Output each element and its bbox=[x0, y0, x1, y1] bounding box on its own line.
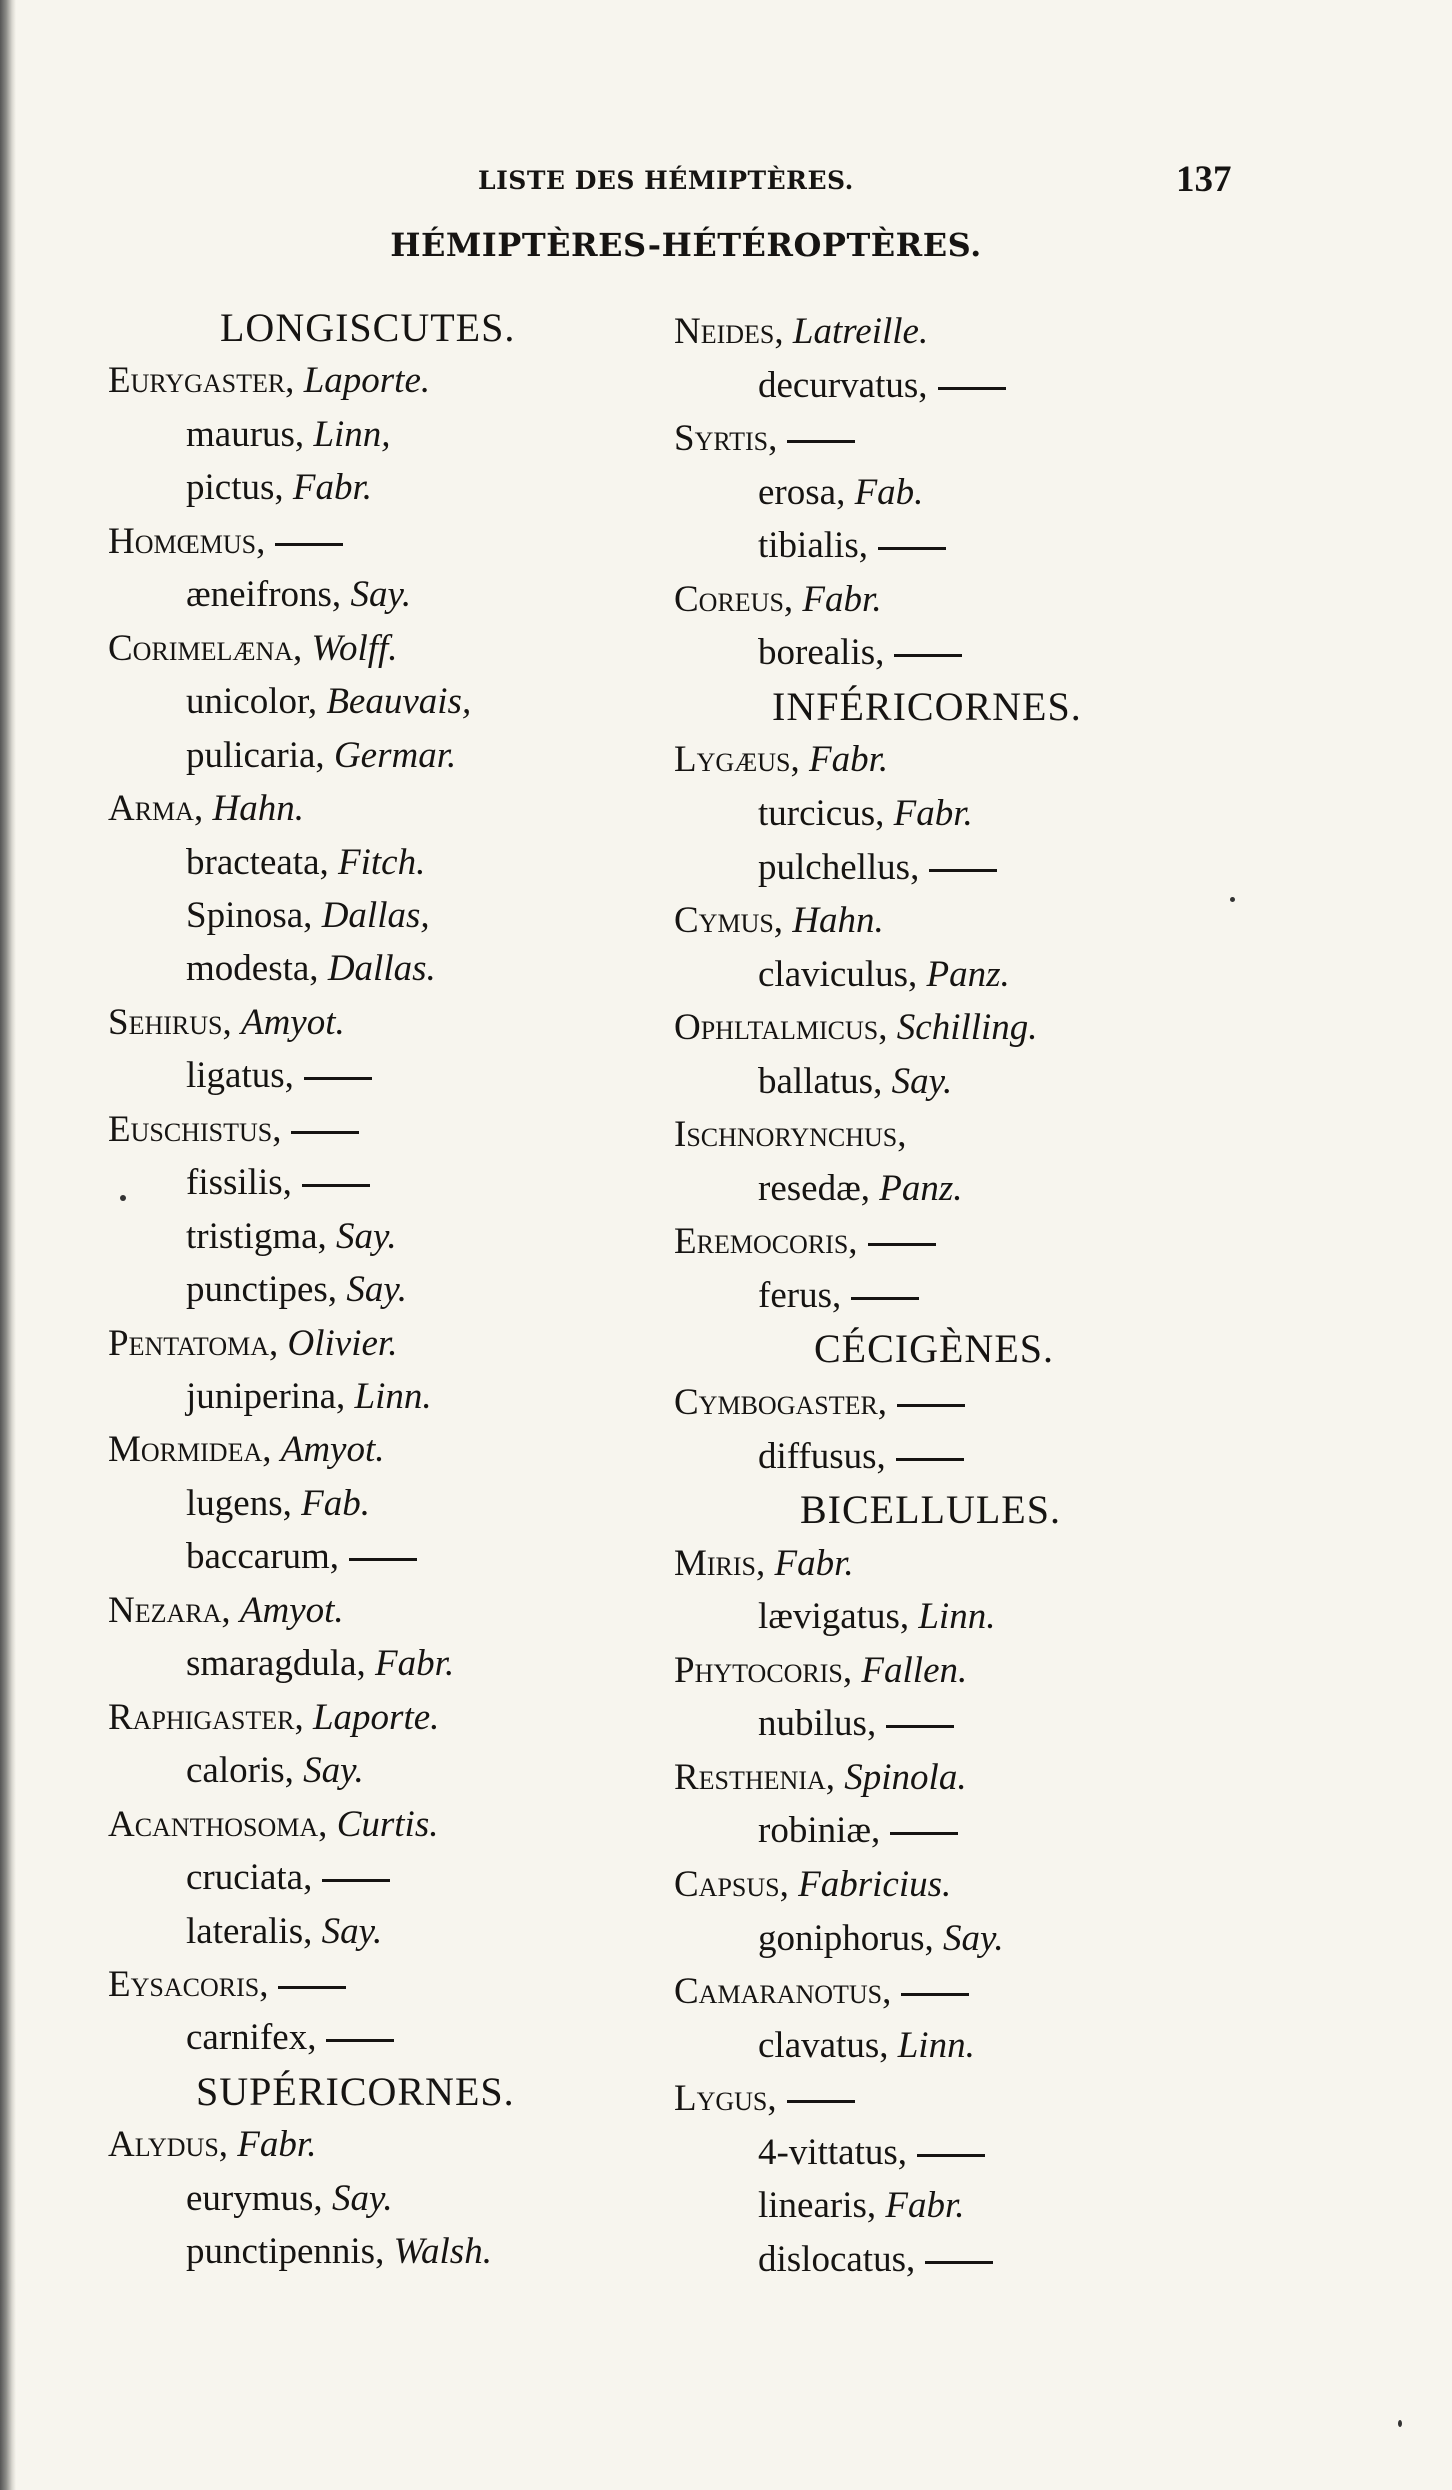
species-entry bbox=[758, 1274, 919, 1318]
author-name: Dallas, bbox=[321, 894, 430, 936]
author-name: Hahn. bbox=[792, 900, 884, 942]
author-name: Schilling. bbox=[896, 1007, 1038, 1049]
author-name: Walsh. bbox=[393, 2231, 492, 2273]
genus-name: Ischnorynchus, bbox=[674, 1114, 907, 1156]
page-number: 137 bbox=[1176, 159, 1232, 200]
genus-name: Capsus, bbox=[674, 1863, 789, 1905]
genus-entry bbox=[108, 1696, 439, 1740]
species-entry bbox=[186, 680, 471, 724]
species-name: lævigatus, bbox=[758, 1596, 910, 1638]
genus-name: Raphigaster, bbox=[108, 1696, 304, 1738]
author-name: Beauvais, bbox=[326, 681, 472, 723]
section-heading-text: LONGISCUTES. bbox=[220, 305, 516, 350]
genus-entry bbox=[108, 1001, 345, 1045]
species-entry bbox=[758, 2238, 993, 2282]
author-name: Say. bbox=[321, 1910, 383, 1952]
species-entry bbox=[758, 524, 946, 568]
genus-name: Pentatoma, bbox=[108, 1322, 279, 1364]
genus-entry bbox=[108, 2123, 316, 2167]
genus-entry bbox=[108, 627, 398, 671]
ditto-dash bbox=[901, 1993, 969, 1996]
genus-name: Phytocoris, bbox=[674, 1649, 853, 1691]
genus-name: Syrtis, bbox=[674, 418, 778, 460]
species-entry bbox=[758, 1435, 964, 1479]
genus-entry bbox=[674, 578, 882, 622]
author-name: Linn. bbox=[918, 1596, 996, 1638]
genus-entry bbox=[674, 899, 884, 943]
species-entry bbox=[186, 947, 436, 991]
author-name: Fabr. bbox=[802, 578, 882, 620]
author-name: Linn. bbox=[897, 2024, 975, 2066]
genus-name: Coreus, bbox=[674, 578, 794, 620]
species-entry bbox=[186, 1910, 382, 1954]
species-name: pulchellus, bbox=[758, 846, 920, 888]
ditto-dash bbox=[878, 547, 946, 550]
species-entry bbox=[186, 1375, 432, 1419]
running-head bbox=[0, 159, 1452, 206]
genus-entry bbox=[108, 1428, 385, 1472]
species-entry bbox=[758, 631, 962, 675]
species-entry bbox=[758, 1595, 995, 1639]
species-name: unicolor, bbox=[186, 681, 318, 723]
author-name: Linn, bbox=[313, 413, 391, 455]
author-name: Say. bbox=[943, 1917, 1004, 1959]
species-name: clavatus, bbox=[758, 2024, 889, 2066]
section-heading bbox=[196, 2070, 515, 2114]
author-name: Say. bbox=[350, 574, 412, 616]
species-entry bbox=[758, 2184, 965, 2228]
ditto-dash bbox=[938, 387, 1006, 390]
genus-name: Cymus, bbox=[674, 900, 784, 942]
author-name: Say. bbox=[346, 1269, 407, 1311]
author-name: Olivier. bbox=[287, 1322, 398, 1364]
author-name: Fabr. bbox=[375, 1643, 455, 1685]
genus-entry bbox=[108, 787, 304, 831]
ink-speck bbox=[120, 1195, 126, 1201]
section-heading-text: SUPÉRICORNES. bbox=[196, 2068, 515, 2114]
species-name: fissilis, bbox=[186, 1162, 292, 1204]
ditto-dash bbox=[886, 1725, 954, 1728]
ditto-dash bbox=[278, 1986, 346, 1989]
genus-name: Acanthosoma, bbox=[108, 1803, 328, 1845]
author-name: Say. bbox=[331, 2177, 393, 2219]
species-entry bbox=[186, 1161, 370, 1205]
species-name: lateralis, bbox=[186, 1910, 313, 1952]
species-name: pictus, bbox=[186, 467, 284, 509]
species-entry bbox=[186, 573, 411, 617]
main-title: HÉMIPTÈRES-HÉTÉROPTÈRES. bbox=[390, 226, 982, 264]
species-entry bbox=[186, 2177, 393, 2221]
ditto-dash bbox=[349, 1558, 417, 1561]
species-entry bbox=[186, 1215, 397, 1259]
species-name: punctipennis, bbox=[186, 2231, 385, 2273]
author-name: Amyot. bbox=[280, 1429, 385, 1471]
genus-entry bbox=[674, 2077, 855, 2121]
genus-name: Euschistus, bbox=[108, 1108, 282, 1150]
species-entry bbox=[758, 1809, 958, 1853]
species-entry bbox=[758, 2131, 985, 2175]
author-name: Amyot. bbox=[240, 1001, 345, 1043]
species-name: modesta, bbox=[186, 948, 319, 990]
section-heading bbox=[814, 1327, 1054, 1371]
page-edge-shadow bbox=[0, 0, 16, 2490]
author-name: Panz. bbox=[926, 953, 1010, 995]
species-name: tristigma, bbox=[186, 1215, 327, 1257]
ditto-dash bbox=[787, 440, 855, 443]
species-entry bbox=[186, 2016, 394, 2060]
running-title: LISTE DES HÉMIPTÈRES. bbox=[478, 166, 854, 195]
ink-speck bbox=[1398, 2420, 1402, 2427]
genus-name: Mormidea, bbox=[108, 1429, 272, 1471]
author-name: Spinola. bbox=[844, 1756, 967, 1798]
genus-entry bbox=[674, 417, 855, 461]
genus-entry bbox=[674, 1381, 965, 1425]
species-name: maurus, bbox=[186, 413, 305, 455]
species-name: punctipes, bbox=[186, 1269, 338, 1311]
author-name: Germar. bbox=[333, 734, 457, 776]
genus-entry bbox=[108, 1322, 397, 1366]
species-entry bbox=[758, 364, 1006, 408]
genus-name: Miris, bbox=[674, 1542, 766, 1584]
species-entry bbox=[186, 1268, 407, 1312]
ditto-dash bbox=[868, 1243, 936, 1246]
author-name: Laporte. bbox=[303, 360, 431, 402]
genus-name: Camaranotus, bbox=[674, 1971, 892, 2013]
species-entry bbox=[186, 1856, 390, 1900]
genus-name: Alydus, bbox=[108, 2124, 229, 2166]
species-name: Spinosa, bbox=[186, 894, 313, 936]
author-name: Fallen. bbox=[861, 1649, 968, 1691]
species-entry bbox=[186, 466, 372, 510]
species-name: ballatus, bbox=[758, 1060, 883, 1102]
species-entry bbox=[186, 841, 425, 885]
ditto-dash bbox=[787, 2100, 855, 2103]
author-name: Say. bbox=[303, 1750, 364, 1792]
genus-entry bbox=[108, 1963, 346, 2007]
genus-name: Eremocoris, bbox=[674, 1221, 858, 1263]
author-name: Fabr. bbox=[885, 2185, 965, 2227]
genus-entry bbox=[674, 1649, 967, 1693]
ditto-dash bbox=[917, 2154, 985, 2157]
species-name: eurymus, bbox=[186, 2177, 323, 2219]
author-name: Linn. bbox=[354, 1376, 432, 1417]
genus-entry bbox=[674, 1113, 907, 1157]
genus-name: Lygus, bbox=[674, 2078, 777, 2120]
ditto-dash bbox=[304, 1077, 372, 1080]
genus-entry bbox=[108, 520, 343, 564]
author-name: Fabr. bbox=[292, 467, 373, 509]
species-entry bbox=[758, 953, 1010, 997]
genus-entry bbox=[674, 1006, 1038, 1050]
genus-name: Cymbogaster, bbox=[674, 1382, 888, 1423]
ditto-dash bbox=[929, 869, 997, 872]
ditto-dash bbox=[890, 1832, 958, 1835]
genus-entry bbox=[674, 1220, 936, 1264]
species-entry bbox=[186, 1535, 417, 1579]
section-heading-text: INFÉRICORNES. bbox=[772, 683, 1082, 729]
author-name: Amyot. bbox=[239, 1589, 344, 1631]
genus-entry bbox=[674, 310, 928, 354]
species-name: borealis, bbox=[758, 632, 885, 674]
author-name: Curtis. bbox=[336, 1803, 439, 1845]
species-name: decurvatus, bbox=[758, 364, 928, 406]
genus-entry bbox=[108, 1803, 438, 1847]
genus-entry bbox=[674, 1756, 967, 1800]
species-name: lugens, bbox=[186, 1482, 292, 1524]
author-name: Fabr. bbox=[809, 739, 889, 781]
genus-name: Ophltalmicus, bbox=[674, 1007, 888, 1049]
author-name: Wolff. bbox=[311, 627, 398, 669]
species-entry bbox=[758, 1702, 954, 1746]
author-name: Fitch. bbox=[338, 841, 426, 883]
author-name: Dallas. bbox=[327, 948, 436, 990]
genus-entry bbox=[108, 1589, 344, 1633]
species-name: pulicaria, bbox=[186, 734, 325, 776]
author-name: Hahn. bbox=[212, 788, 304, 830]
author-name: Panz. bbox=[879, 1167, 963, 1209]
species-entry bbox=[186, 1749, 364, 1793]
genus-entry bbox=[674, 738, 888, 782]
species-name: turcicus, bbox=[758, 792, 885, 834]
author-name: Fab. bbox=[301, 1482, 370, 1524]
species-name: juniperina, bbox=[186, 1376, 346, 1417]
species-name: erosa, bbox=[758, 471, 846, 513]
species-entry bbox=[186, 413, 391, 457]
species-name: æneifrons, bbox=[186, 574, 342, 616]
section-heading bbox=[772, 685, 1082, 729]
author-name: Fabr. bbox=[774, 1542, 854, 1584]
species-name: baccarum, bbox=[186, 1536, 340, 1578]
genus-entry bbox=[674, 1542, 854, 1586]
genus-name: Resthenia, bbox=[674, 1756, 836, 1798]
species-name: cruciata, bbox=[186, 1857, 313, 1899]
species-name: robiniæ, bbox=[758, 1810, 881, 1852]
genus-name: Homœmus, bbox=[108, 520, 266, 562]
genus-name: Arma, bbox=[108, 788, 204, 830]
genus-name: Eysacoris, bbox=[108, 1963, 269, 2005]
author-name: Fab. bbox=[854, 471, 924, 513]
species-name: smaragdula, bbox=[186, 1643, 366, 1685]
species-name: 4-vittatus, bbox=[758, 2131, 908, 2173]
genus-entry bbox=[674, 1970, 969, 2014]
ditto-dash bbox=[291, 1131, 359, 1134]
species-name: resedæ, bbox=[758, 1167, 870, 1209]
ditto-dash bbox=[925, 2261, 993, 2264]
ditto-dash bbox=[322, 1879, 390, 1882]
author-name: Fabr. bbox=[893, 792, 973, 834]
author-name: Laporte. bbox=[312, 1696, 440, 1738]
ink-speck bbox=[1230, 897, 1235, 902]
species-name: claviculus, bbox=[758, 953, 918, 995]
genus-name: Lygæus, bbox=[674, 739, 800, 781]
species-name: caloris, bbox=[186, 1750, 294, 1792]
section-heading-text: BICELLULES. bbox=[800, 1487, 1061, 1533]
species-name: nubilus, bbox=[758, 1703, 877, 1745]
species-entry bbox=[758, 1167, 963, 1211]
genus-name: Corimelæna, bbox=[108, 627, 303, 669]
genus-name: Neides, bbox=[674, 311, 784, 352]
species-entry bbox=[186, 1642, 454, 1686]
species-entry bbox=[758, 792, 973, 836]
author-name: Fabricius. bbox=[798, 1863, 952, 1905]
ditto-dash bbox=[326, 2039, 394, 2042]
species-entry bbox=[758, 846, 997, 890]
author-name: Say. bbox=[891, 1060, 953, 1102]
author-name: Fabr. bbox=[237, 2124, 317, 2166]
ditto-dash bbox=[302, 1184, 370, 1187]
species-name: bracteata, bbox=[186, 841, 329, 883]
species-entry bbox=[758, 471, 923, 515]
genus-name: Eurygaster, bbox=[108, 360, 295, 402]
section-heading-text: CÉCIGÈNES. bbox=[814, 1326, 1054, 1372]
author-name: Latreille. bbox=[792, 311, 929, 352]
species-name: diffusus, bbox=[758, 1435, 886, 1477]
genus-entry bbox=[674, 1863, 951, 1907]
genus-name: Nezara, bbox=[108, 1589, 231, 1631]
species-name: ligatus, bbox=[186, 1055, 294, 1097]
author-name: Say. bbox=[336, 1215, 397, 1257]
genus-entry bbox=[108, 1108, 359, 1152]
species-entry bbox=[186, 894, 430, 938]
species-entry bbox=[758, 1060, 952, 1104]
ditto-dash bbox=[896, 1458, 964, 1461]
species-entry bbox=[186, 734, 456, 778]
ditto-dash bbox=[894, 654, 962, 657]
species-name: carnifex, bbox=[186, 2017, 317, 2059]
species-name: dislocatus, bbox=[758, 2238, 916, 2280]
section-heading bbox=[800, 1488, 1061, 1532]
species-entry bbox=[186, 1054, 372, 1098]
species-name: ferus, bbox=[758, 1274, 842, 1316]
genus-name: Sehirus, bbox=[108, 1001, 232, 1043]
ditto-dash bbox=[897, 1404, 965, 1407]
ditto-dash bbox=[851, 1297, 919, 1300]
species-entry bbox=[758, 2024, 975, 2068]
section-heading bbox=[220, 306, 515, 350]
species-entry bbox=[186, 1482, 370, 1526]
species-name: tibialis, bbox=[758, 525, 868, 567]
species-entry bbox=[186, 2230, 492, 2274]
species-name: linearis, bbox=[758, 2185, 877, 2227]
genus-entry bbox=[108, 359, 430, 403]
ditto-dash bbox=[275, 543, 343, 546]
species-name: goniphorus, bbox=[758, 1917, 934, 1959]
species-entry bbox=[758, 1917, 1004, 1961]
